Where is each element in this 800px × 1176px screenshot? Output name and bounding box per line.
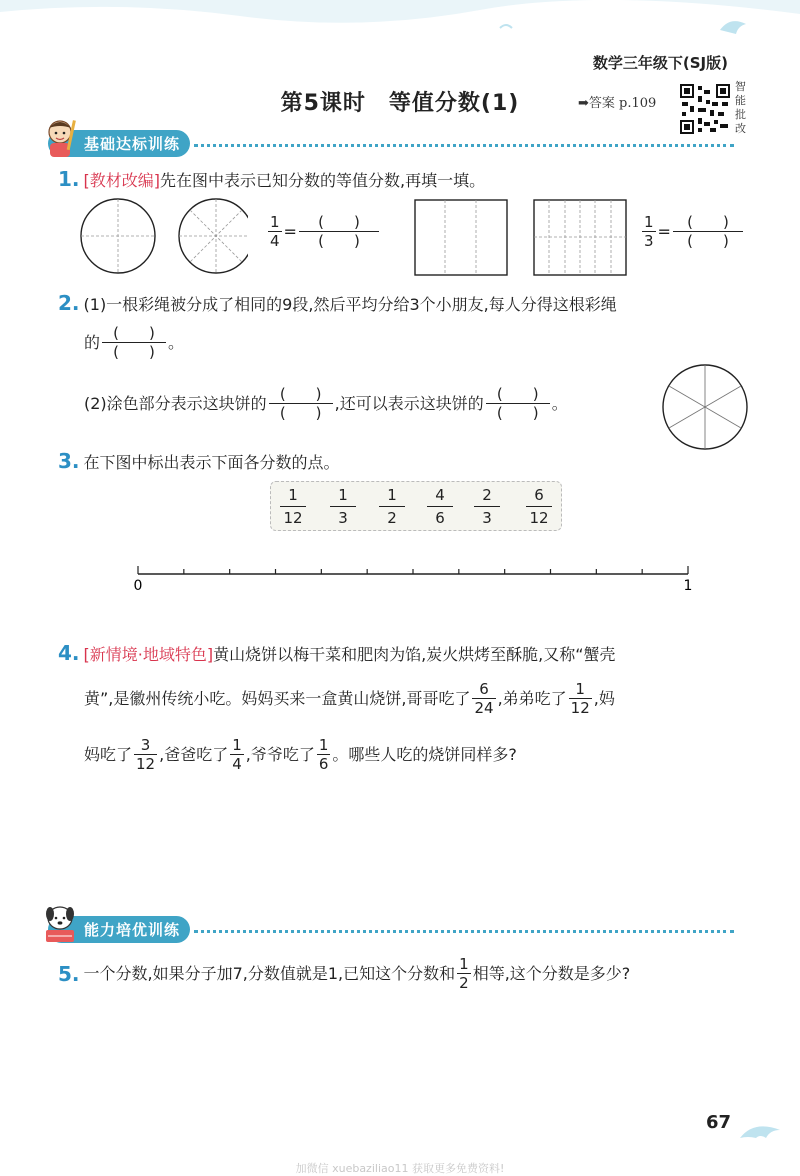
question-1 — [58, 166, 485, 194]
section-basic-header — [48, 128, 734, 158]
question-2 — [58, 290, 758, 318]
question-3 — [58, 448, 340, 476]
fraction-item: 1 2 — [375, 486, 409, 527]
dolphin-icon — [736, 1120, 786, 1144]
question-text: 先在图中表示已知分数的等值分数,再填一填。 — [160, 171, 486, 190]
dolphin-icon — [720, 21, 746, 34]
answer-blank[interactable]: $\frac{( )}{( )}$ — [486, 385, 550, 422]
fraction-item: 4 6 — [423, 486, 457, 527]
question-4-line3: 妈吃了 $\frac{3}{12}$ ,爸爸吃了 $\frac{1}{4}$ ,爷爷吃了 $\frac{1}{6}$ 。哪些人吃的烧饼同样多? — [84, 736, 517, 773]
answer-blank[interactable]: $\frac{( )}{( )}$ — [299, 213, 379, 250]
question-tag: [新情境·地域特色] — [83, 645, 214, 664]
number-line-end-label: 1 — [683, 578, 693, 594]
question-2-part2: (2)涂色部分表示这块饼的 $\frac{( )}{( )}$ ,还可以表示这块饼的 $\frac{( )}{( )}$ 。 — [84, 385, 568, 422]
question-tag: [教材改编] — [83, 171, 161, 190]
book-label: 数学三年级下(SJ版) — [592, 54, 728, 72]
q1-equation-b: $\frac{1}{3}$ = $\frac{( )}{( )}$ — [640, 213, 745, 250]
footer-watermark: 加微信 xuebaziliao11 获取更多免费资料! — [295, 1162, 505, 1175]
question-number: 5. — [58, 961, 80, 986]
section-divider — [194, 930, 734, 933]
question-number: 1. — [58, 167, 80, 191]
q1-equation-a: $\frac{1}{4}$ = $\frac{( )}{( )}$ — [266, 213, 381, 250]
page-title: 第5课时 等值分数(1) — [280, 91, 520, 116]
page-number: 67 — [706, 1112, 732, 1133]
question-5: 5. 一个分数,如果分子加7,分数值就是1,已知这个分数和 $\frac{1}{2}$ 相等,这个分数是多少? — [58, 955, 631, 992]
top-decoration — [0, 0, 800, 40]
answer-reference[interactable]: ➡答案 p.109 — [578, 96, 657, 111]
answer-area[interactable] — [84, 1000, 744, 1100]
question-text: 在下图中标出表示下面各分数的点。 — [83, 453, 340, 472]
answer-area[interactable] — [84, 790, 744, 890]
q1-rectangles-figure — [414, 199, 634, 277]
answer-blank[interactable]: $\frac{( )}{( )}$ — [673, 213, 743, 250]
answer-blank[interactable]: $\frac{( )}{( )}$ — [269, 385, 333, 422]
mascot-boy-icon — [42, 116, 80, 160]
number-line[interactable] — [128, 560, 708, 596]
fraction-item: 1 3 — [326, 486, 360, 527]
mascot-dog-icon — [42, 902, 80, 946]
question-4-line2: 黄”,是徽州传统小吃。妈妈买来一盒黄山烧饼,哥哥吃了 $\frac{6}{24}$ ,弟弟吃了 $\frac{1}{12}$ ,妈 — [84, 680, 615, 717]
section-advanced-header — [48, 914, 734, 944]
question-4: 4. [新情境·地域特色]黄山烧饼以梅干菜和肥肉为馅,炭火烘烤至酥脆,又称“蟹壳 — [58, 641, 616, 665]
q2-pie-figure — [660, 362, 750, 452]
fraction-item: 6 12 — [522, 486, 556, 527]
fraction-list-box — [270, 481, 562, 531]
q1-circles-figure — [78, 196, 248, 280]
fraction-item: 1 12 — [276, 486, 310, 527]
question-number: 4. — [58, 641, 80, 665]
answer-blank[interactable]: $\frac{( )}{( )}$ — [102, 324, 166, 361]
section-divider — [194, 144, 734, 147]
question-number: 2. — [58, 291, 80, 315]
fraction-item: 2 3 — [470, 486, 504, 527]
question-2-part1-end: 的 $\frac{( )}{( )}$ 。 — [84, 324, 185, 361]
question-number: 3. — [58, 449, 80, 473]
question-text: (1)一根彩绳被分成了相同的9段,然后平均分给3个小朋友,每人分得这根彩绳 — [83, 295, 617, 314]
qr-code-icon[interactable] — [680, 84, 730, 134]
qr-label: 智 能 批 改 — [735, 80, 746, 135]
section-advanced-label: 能力培优训练 — [48, 916, 190, 943]
number-line-start-label: 0 — [133, 578, 143, 594]
section-basic-label: 基础达标训练 — [48, 130, 190, 157]
